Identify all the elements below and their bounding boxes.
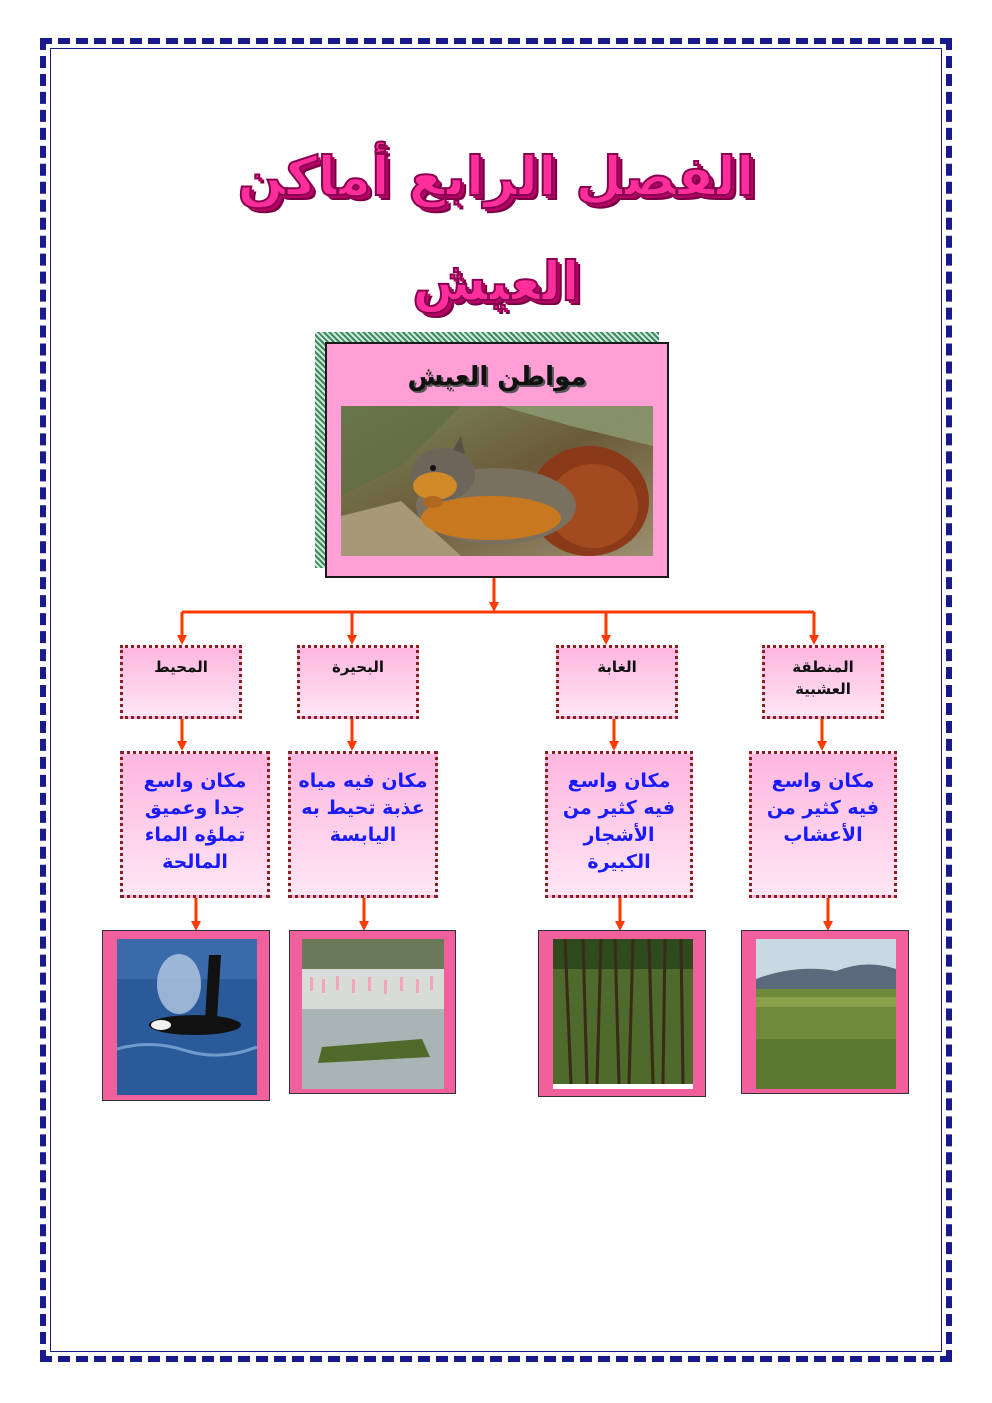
chapter-title-line1: الفصل الرابع أماكن: [237, 145, 755, 208]
category-lake: البحيرة: [297, 645, 419, 719]
description-forest: مكان واسع فيه كثير من الأشجار الكبيرة: [545, 751, 693, 898]
lake-photo: [302, 939, 444, 1089]
category-grassland: المنطقة العشبية: [762, 645, 884, 719]
description-grassland: مكان واسع فيه كثير من الأعشاب: [749, 751, 897, 898]
lake-photo-frame: [289, 930, 456, 1094]
root-label: مواطن العيش: [407, 362, 587, 392]
grassland-photo: [756, 939, 896, 1089]
ocean-photo-frame: [102, 930, 270, 1101]
description-lake: مكان فيه مياه عذبة تحيط به اليابسة: [288, 751, 438, 898]
category-forest: الغابة: [556, 645, 678, 719]
forest-photo-frame: [538, 930, 706, 1097]
ocean-whale-photo: [117, 939, 257, 1095]
grassland-photo-frame: [741, 930, 909, 1094]
category-ocean: المحيط: [120, 645, 242, 719]
chapter-title-line2: العيش: [412, 250, 580, 313]
description-ocean: مكان واسع جدا وعميق تملؤه الماء المالحة: [120, 751, 270, 898]
forest-photo: [553, 939, 693, 1089]
